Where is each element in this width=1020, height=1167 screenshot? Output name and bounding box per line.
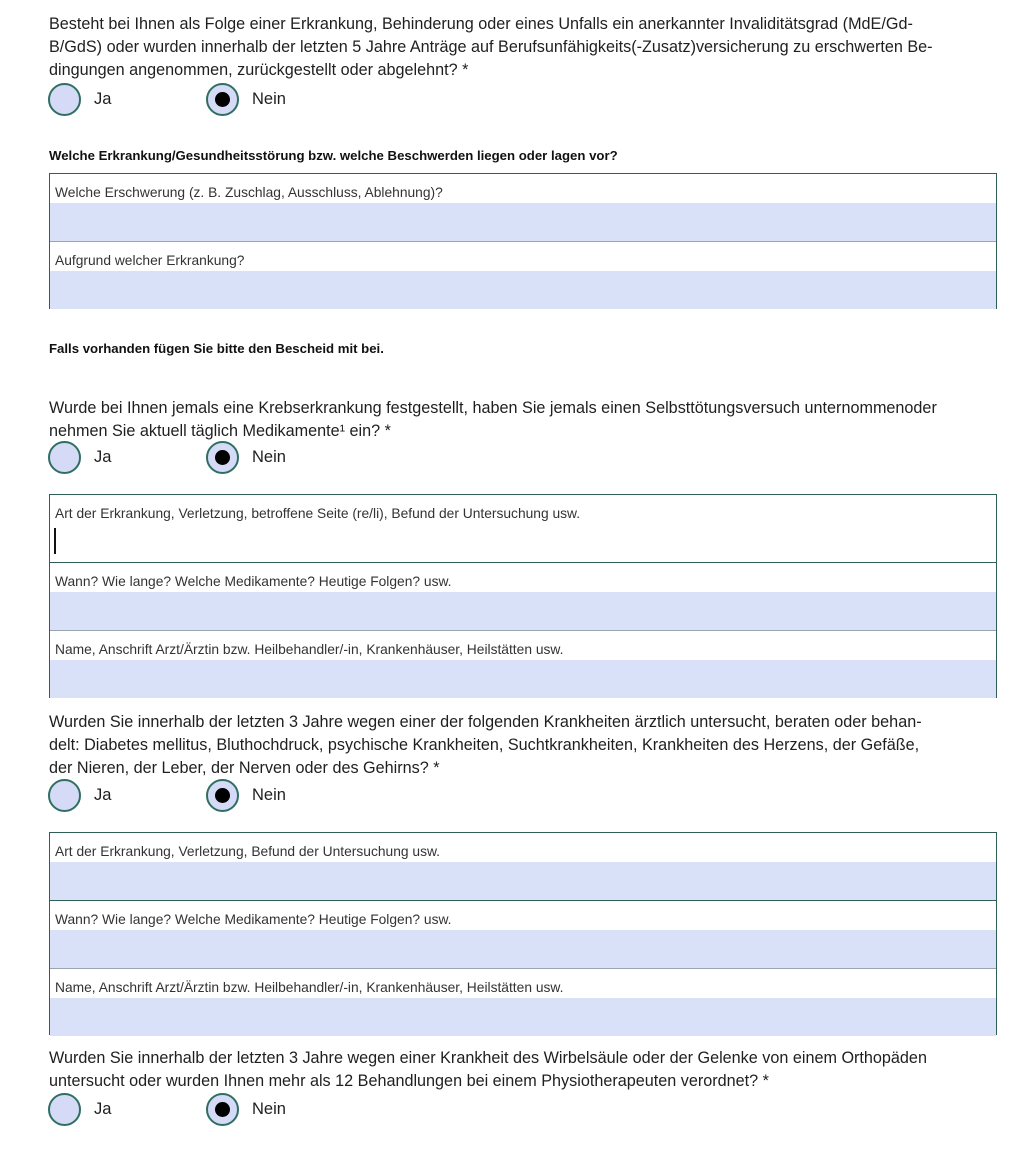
field-label: Wann? Wie lange? Welche Medikamente? Heutige Folgen? usw. — [50, 563, 996, 592]
text-field-arzt[interactable] — [50, 968, 996, 1036]
field-input[interactable] — [50, 862, 996, 900]
field-input-focused[interactable] — [50, 524, 996, 562]
radio-label: Nein — [252, 785, 286, 804]
text-field-erkrankung[interactable] — [50, 241, 996, 309]
radio-ja[interactable] — [48, 1092, 111, 1126]
field-input[interactable] — [50, 271, 996, 309]
question-line: der Nieren, der Leber, der Nerven oder des Gehirns? * — [49, 759, 440, 777]
question-invaliditaetsgrad — [49, 13, 999, 82]
radio-nein[interactable] — [206, 440, 286, 474]
radio-unchecked-icon[interactable] — [48, 1093, 81, 1126]
text-field-erschwerung[interactable] — [50, 174, 996, 241]
field-block-section1 — [49, 173, 997, 309]
section-heading: Welche Erkrankung/Gesundheitsstörung bzw. welche Beschwerden liegen oder lagen vor? — [49, 148, 618, 163]
radio-group-q2 — [48, 440, 448, 474]
field-label: Name, Anschrift Arzt/Ärztin bzw. Heilbehandler/-in, Krankenhäuser, Heilstätten usw. — [50, 631, 996, 660]
radio-unchecked-icon[interactable] — [48, 83, 81, 116]
radio-ja[interactable] — [48, 440, 111, 474]
radio-group-q1 — [48, 82, 448, 116]
text-field-wann[interactable] — [50, 900, 996, 968]
question-line: B/GdS) oder wurden innerhalb der letzten 5 Jahre Anträge auf Berufsunfähigkeits(-Zusatz)versicherung zu erschwerten Be- — [49, 38, 933, 56]
radio-label: Nein — [252, 447, 286, 466]
radio-group-q4 — [48, 1092, 448, 1126]
field-input[interactable] — [50, 203, 996, 241]
radio-checked-icon[interactable] — [206, 441, 239, 474]
question-line: Besteht bei Ihnen als Folge einer Erkrankung, Behinderung oder eines Unfalls ein anerkannter Invaliditätsgrad (MdE/Gd- — [49, 15, 913, 33]
field-input[interactable] — [50, 930, 996, 968]
question-line: dingungen angenommen, zurückgestellt oder abgelehnt? * — [49, 61, 469, 79]
field-label: Wann? Wie lange? Welche Medikamente? Heutige Folgen? usw. — [50, 901, 996, 930]
radio-checked-icon[interactable] — [206, 779, 239, 812]
radio-label: Nein — [252, 1099, 286, 1118]
radio-label: Ja — [94, 785, 112, 804]
field-label: Aufgrund welcher Erkrankung? — [50, 242, 996, 271]
radio-label: Ja — [94, 447, 112, 466]
question-line: untersucht oder wurden Ihnen mehr als 12 Behandlungen bei einem Physiotherapeuten verordnet? * — [49, 1072, 769, 1090]
radio-unchecked-icon[interactable] — [48, 441, 81, 474]
field-input[interactable] — [50, 998, 996, 1036]
question-line: Wurden Sie innerhalb der letzten 3 Jahre wegen einer der folgenden Krankheiten ärztlich untersucht, beraten oder behan- — [49, 713, 922, 731]
field-input[interactable] — [50, 660, 996, 698]
field-block-section3 — [49, 832, 997, 1035]
question-line: Wurden Sie innerhalb der letzten 3 Jahre wegen einer Krankheit des Wirbelsäule oder der Gelenke von einem Orthopäden — [49, 1049, 927, 1067]
question-krankheiten-3-jahre — [49, 711, 999, 780]
radio-group-q3 — [48, 778, 448, 812]
field-input[interactable] — [50, 592, 996, 630]
field-label: Art der Erkrankung, Verletzung, Befund der Untersuchung usw. — [50, 833, 996, 862]
radio-nein[interactable] — [206, 82, 286, 116]
radio-nein[interactable] — [206, 1092, 286, 1126]
radio-checked-icon[interactable] — [206, 83, 239, 116]
text-field-arzt[interactable] — [50, 630, 996, 698]
question-krebserkrankung — [49, 397, 999, 443]
question-line: Wurde bei Ihnen jemals eine Krebserkrankung festgestellt, haben Sie jemals einen Selbsttötungsversuch unternommenoder — [49, 399, 937, 417]
field-block-section2 — [49, 494, 997, 698]
field-label: Welche Erschwerung (z. B. Zuschlag, Ausschluss, Ablehnung)? — [50, 174, 996, 203]
radio-ja[interactable] — [48, 778, 111, 812]
text-field-art-erkrankung[interactable] — [50, 495, 996, 562]
question-line: nehmen Sie aktuell täglich Medikamente¹ ein? * — [49, 422, 391, 440]
radio-unchecked-icon[interactable] — [48, 779, 81, 812]
field-label: Name, Anschrift Arzt/Ärztin bzw. Heilbehandler/-in, Krankenhäuser, Heilstätten usw. — [50, 969, 996, 998]
text-field-art-erkrankung[interactable] — [50, 833, 996, 900]
section-note: Falls vorhanden fügen Sie bitte den Bescheid mit bei. — [49, 341, 384, 356]
radio-label: Nein — [252, 89, 286, 108]
radio-nein[interactable] — [206, 778, 286, 812]
radio-label: Ja — [94, 1099, 112, 1118]
text-field-wann[interactable] — [50, 562, 996, 630]
radio-ja[interactable] — [48, 82, 111, 116]
radio-checked-icon[interactable] — [206, 1093, 239, 1126]
question-line: delt: Diabetes mellitus, Bluthochdruck, psychische Krankheiten, Suchtkrankheiten, Krankheiten des Herzens, der Gefäße, — [49, 736, 920, 754]
question-wirbelsaeule — [49, 1047, 999, 1093]
radio-label: Ja — [94, 89, 112, 108]
text-cursor — [54, 528, 56, 554]
field-label: Art der Erkrankung, Verletzung, betroffene Seite (re/li), Befund der Untersuchung usw. — [50, 495, 996, 524]
